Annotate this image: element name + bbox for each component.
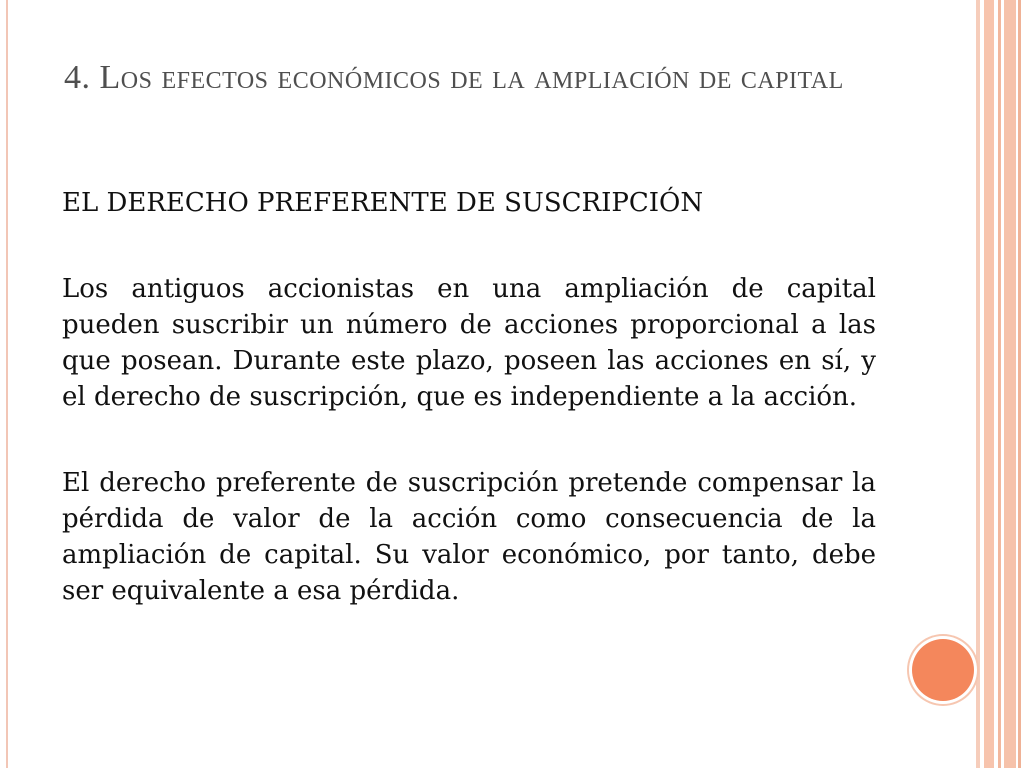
stripe — [1018, 0, 1021, 768]
stripe — [998, 0, 1001, 768]
left-edge-decoration — [6, 0, 8, 768]
paragraph: El derecho preferente de suscripción pretende compensar la pérdida de valor de la acción como consecuencia de la ampliación de capital. Su valor económico, por tanto, debe ser equivalente a esa pérdida. — [62, 468, 876, 606]
paragraph: Los antiguos accionistas en una ampliación de capital pueden suscribir un número de acciones proporcional a las que posean. Durante este plazo, poseen las acciones en sí, y el derecho de suscripción, que es independiente a la acción. — [62, 274, 876, 412]
stripe — [976, 0, 980, 768]
decorative-circle-icon — [912, 639, 974, 701]
slide-title: 4. Los efectos económicos de la ampliación de capital — [64, 59, 844, 96]
stripe — [984, 0, 994, 768]
slide-content — [62, 185, 876, 659]
right-stripe-decoration — [976, 0, 1024, 768]
stripe — [1004, 0, 1016, 768]
section-heading: EL DERECHO PREFERENTE DE SUSCRIPCIÓN — [62, 188, 704, 218]
